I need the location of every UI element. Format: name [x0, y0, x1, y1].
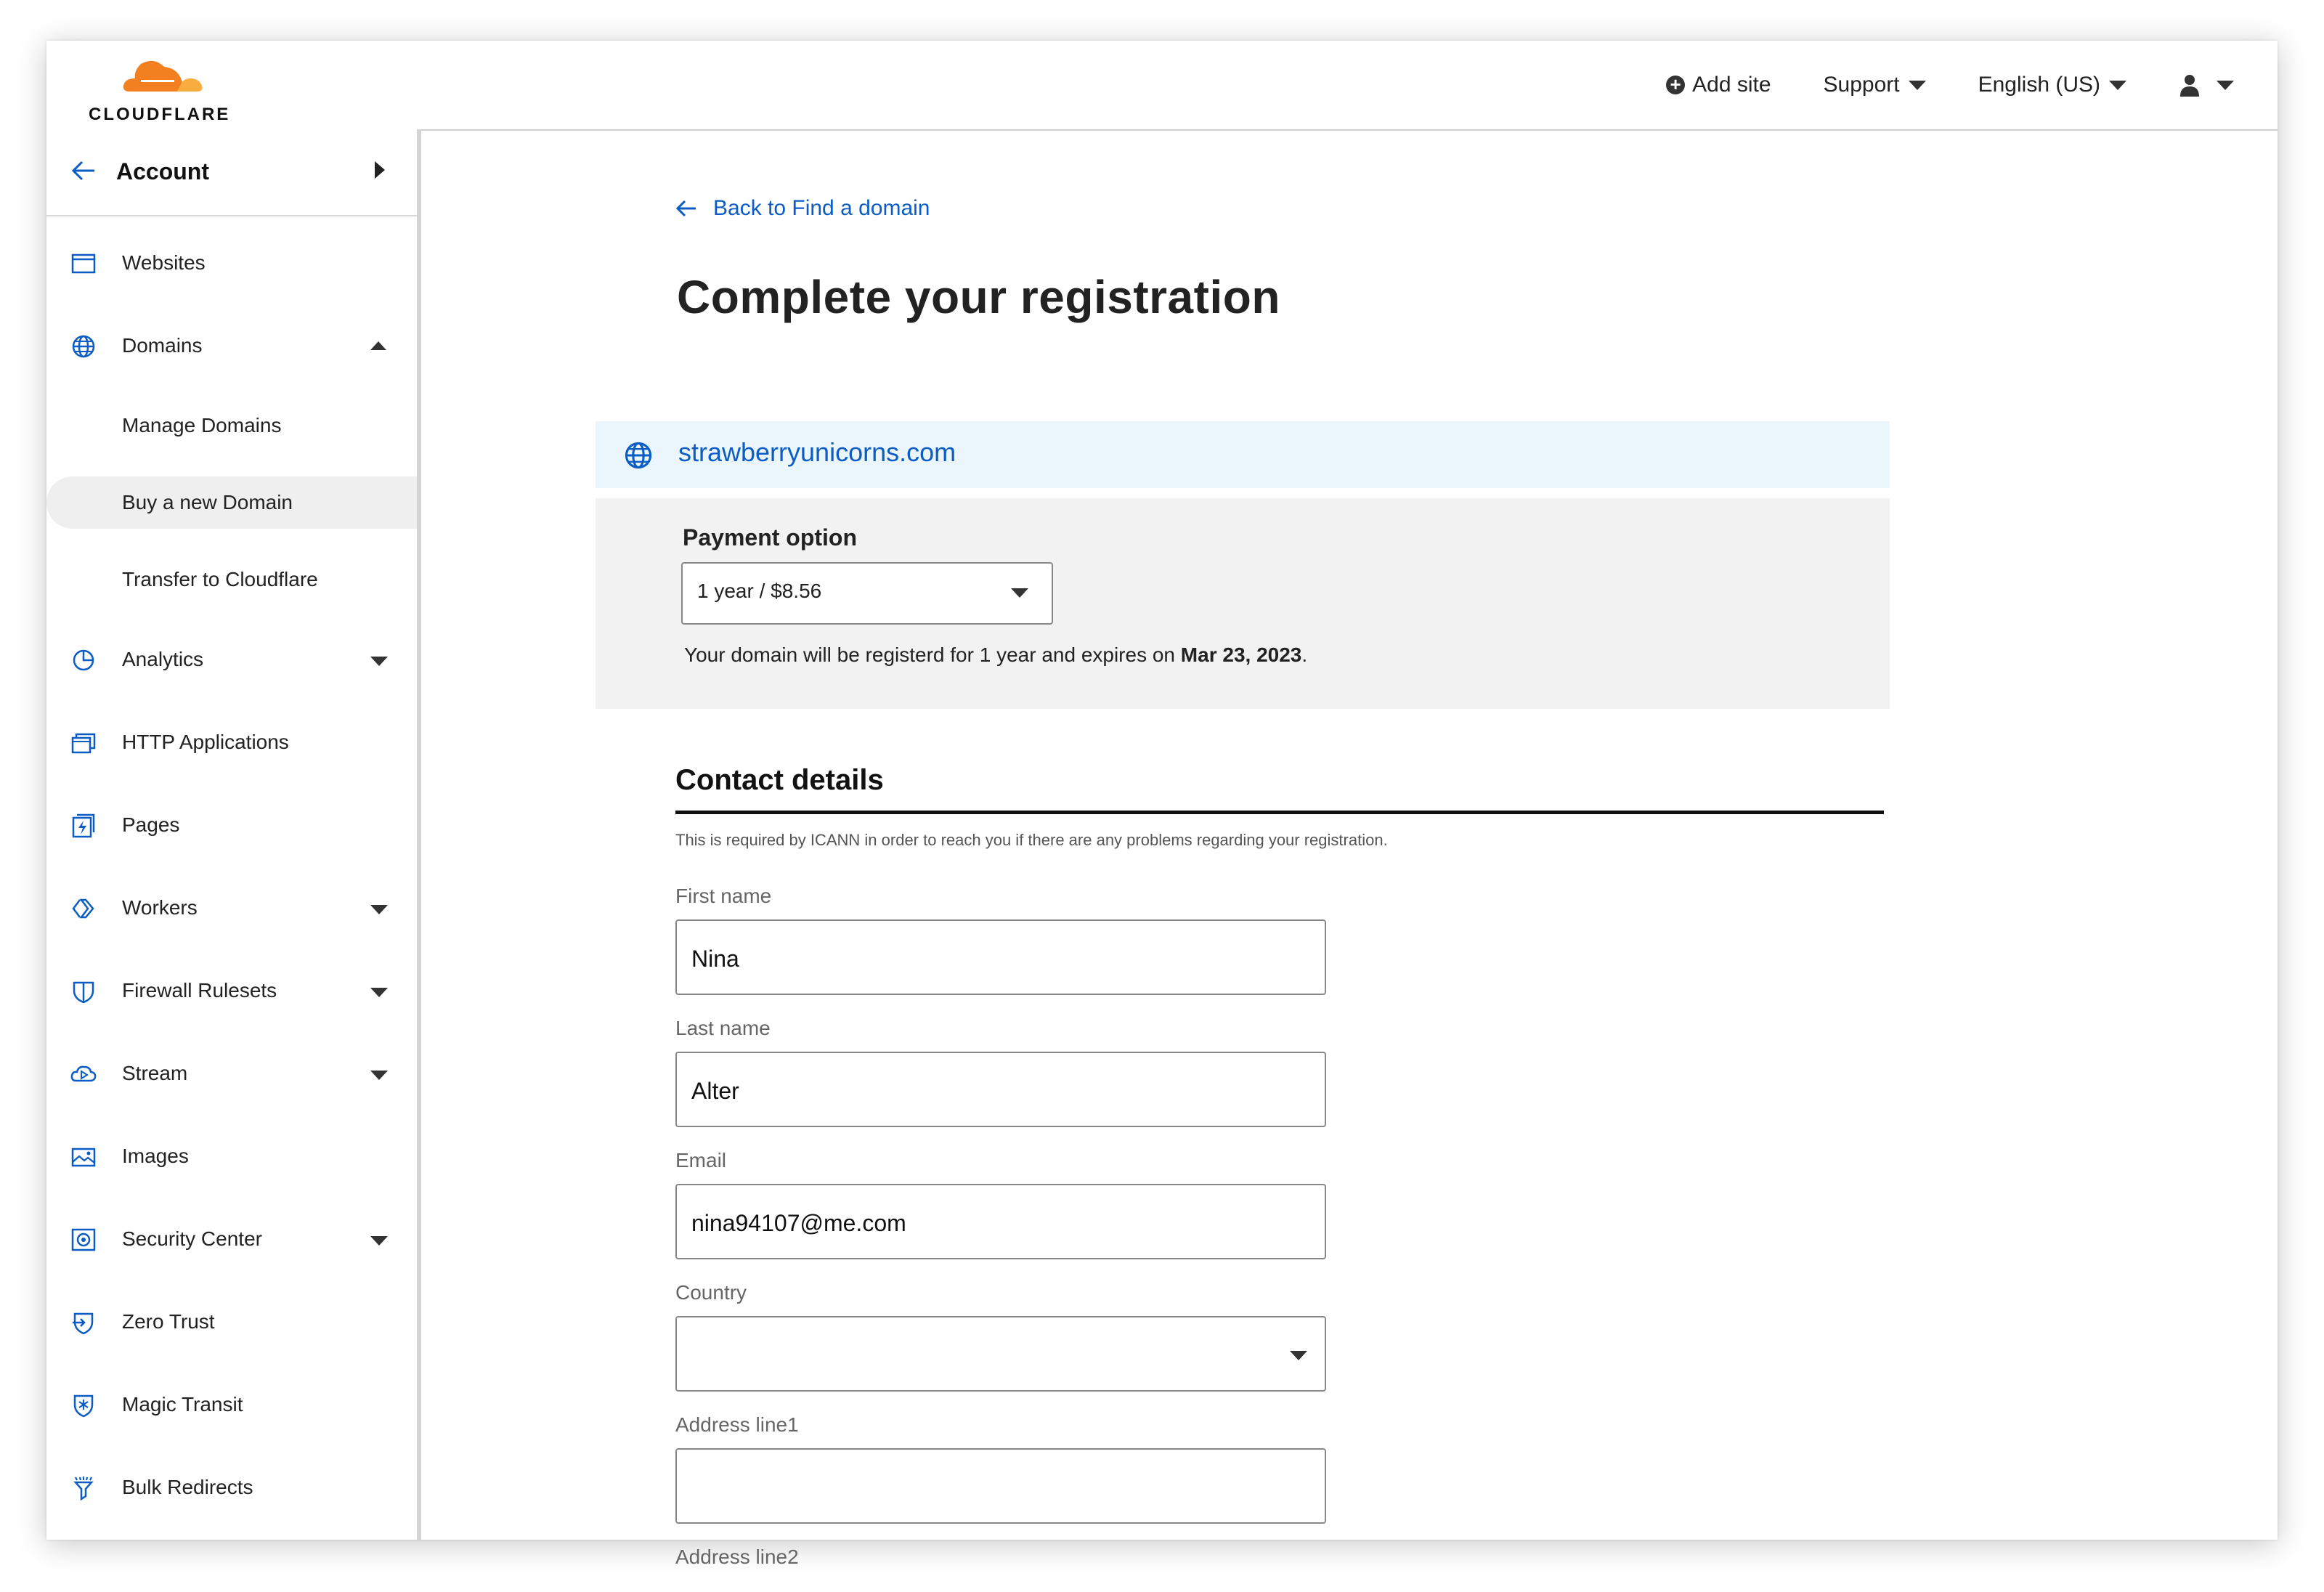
sidebar-item-label: Bulk Redirects [122, 1476, 253, 1498]
chevron-down-icon [2109, 81, 2126, 90]
domain-banner [596, 421, 1890, 488]
back-link-label: Back to Find a domain [713, 196, 930, 220]
email-value: nina94107@me.com [691, 1210, 906, 1236]
back-to-find-domain-link[interactable] [675, 196, 930, 221]
support-label: Support [1823, 73, 1900, 97]
sidebar-item-label: Magic Transit [122, 1393, 243, 1416]
chevron-down-icon [1011, 588, 1028, 598]
sidebar-item-label: Buy a new Domain [122, 491, 293, 513]
stacked-windows-icon [70, 729, 97, 757]
sidebar-item-label: Transfer to Cloudflare [122, 568, 318, 590]
chevron-down-icon [370, 657, 388, 666]
sidebar-item-label: Images [122, 1145, 189, 1167]
zero-trust-icon [70, 1309, 97, 1336]
lightning-page-icon [70, 812, 97, 840]
shield-icon [70, 978, 97, 1005]
country-select[interactable] [675, 1316, 1326, 1392]
country-label: Country [675, 1281, 747, 1304]
language-menu[interactable] [1978, 73, 2126, 97]
payment-option-heading: Payment option [683, 524, 858, 551]
top-nav [1614, 70, 2234, 100]
arrow-left-icon [71, 160, 96, 182]
add-site-button[interactable] [1666, 73, 1771, 97]
sidebar-item-label: Domains [122, 334, 203, 357]
address-line1-field[interactable] [675, 1448, 1326, 1524]
contact-description: This is required by ICANN in order to reach you if there are any problems regarding your registration. [675, 831, 1388, 849]
sidebar [46, 129, 421, 1540]
sidebar-item-workers[interactable] [46, 882, 417, 934]
sidebar-item-bulk-redirects[interactable] [46, 1461, 417, 1514]
image-icon [70, 1143, 97, 1171]
chevron-down-icon [370, 988, 388, 997]
sidebar-item-transfer[interactable] [46, 553, 417, 606]
page-title: Complete your registration [677, 271, 1280, 323]
sidebar-item-websites[interactable] [46, 237, 417, 289]
chevron-down-icon [370, 905, 388, 914]
sidebar-item-label: Analytics [122, 648, 204, 670]
sidebar-item-label: Stream [122, 1062, 188, 1084]
top-bar [46, 41, 2278, 131]
sidebar-item-security-center[interactable] [46, 1213, 417, 1265]
chevron-down-icon [2217, 81, 2234, 90]
app-window [46, 41, 2278, 1568]
arrow-left-icon [675, 199, 697, 218]
sidebar-item-domains[interactable] [46, 320, 417, 372]
sidebar-item-label: Workers [122, 896, 198, 919]
sidebar-item-zero-trust[interactable] [46, 1296, 417, 1348]
browser-window-icon [70, 250, 97, 277]
sidebar-item-http-applications[interactable] [46, 716, 417, 768]
sidebar-item-label: Security Center [122, 1227, 262, 1250]
cloud-play-icon [70, 1060, 97, 1088]
globe-icon [623, 440, 654, 471]
sidebar-item-label: Zero Trust [122, 1310, 215, 1333]
sidebar-item-label: Pages [122, 813, 180, 836]
language-label: English (US) [1978, 73, 2100, 97]
account-switcher[interactable] [46, 129, 417, 216]
sidebar-item-pages[interactable] [46, 799, 417, 851]
last-name-label: Last name [675, 1017, 771, 1039]
security-center-icon [70, 1226, 97, 1254]
cloudflare-logo[interactable] [68, 54, 231, 126]
chevron-down-icon [370, 1071, 388, 1080]
domain-name: strawberryunicorns.com [678, 437, 956, 467]
caret-right-icon [375, 161, 385, 179]
sidebar-item-buy-domain[interactable] [46, 476, 417, 529]
note-text: Your domain will be registerd for 1 year and expires on [684, 643, 1181, 666]
support-menu[interactable] [1824, 73, 1926, 97]
address-line2-label: Address line2 [675, 1546, 799, 1568]
email-label: Email [675, 1149, 727, 1171]
sidebar-item-analytics[interactable] [46, 633, 417, 686]
sidebar-item-magic-transit[interactable] [46, 1378, 417, 1431]
sidebar-item-label: Websites [122, 251, 206, 274]
email-field[interactable] [675, 1184, 1326, 1259]
sidebar-item-label: Manage Domains [122, 414, 282, 436]
address-line1-label: Address line1 [675, 1413, 799, 1436]
sidebar-item-firewall-rulesets[interactable] [46, 964, 417, 1017]
plus-circle-icon: + [1666, 76, 1685, 94]
payment-option-select[interactable] [681, 562, 1053, 625]
chevron-down-icon [370, 1236, 388, 1246]
first-name-value: Nina [691, 946, 739, 972]
chevron-down-icon [1909, 81, 1926, 90]
sidebar-item-manage-domains[interactable] [46, 399, 417, 452]
bulk-redirects-icon [70, 1474, 97, 1502]
contact-details-heading: Contact details [675, 764, 884, 796]
first-name-label: First name [675, 885, 772, 907]
main-content [421, 129, 2278, 1568]
add-site-label: Add site [1692, 73, 1771, 97]
last-name-value: Alter [691, 1078, 739, 1104]
first-name-field[interactable] [675, 919, 1326, 995]
last-name-field[interactable] [675, 1052, 1326, 1127]
workers-icon [70, 895, 97, 922]
sidebar-item-stream[interactable] [46, 1047, 417, 1100]
magic-transit-icon [70, 1392, 97, 1419]
sidebar-item-label: HTTP Applications [122, 731, 289, 753]
user-icon [2179, 73, 2201, 97]
sidebar-item-label: Firewall Rulesets [122, 979, 277, 1002]
chevron-down-icon [1290, 1351, 1307, 1360]
section-divider [675, 811, 1884, 814]
expiry-date: Mar 23, 2023 [1180, 643, 1302, 666]
note-suffix: . [1301, 643, 1308, 666]
user-menu[interactable] [2179, 73, 2234, 97]
payment-option-value: 1 year / $8.56 [697, 580, 822, 602]
sidebar-item-images[interactable] [46, 1130, 417, 1182]
globe-icon [70, 333, 97, 360]
logo-wordmark: CLOUDFLARE [89, 105, 231, 124]
payment-option-panel [596, 498, 1890, 709]
pie-chart-icon [70, 646, 97, 674]
account-label: Account [116, 158, 209, 184]
registration-note [684, 643, 1307, 667]
chevron-up-icon [370, 341, 386, 350]
